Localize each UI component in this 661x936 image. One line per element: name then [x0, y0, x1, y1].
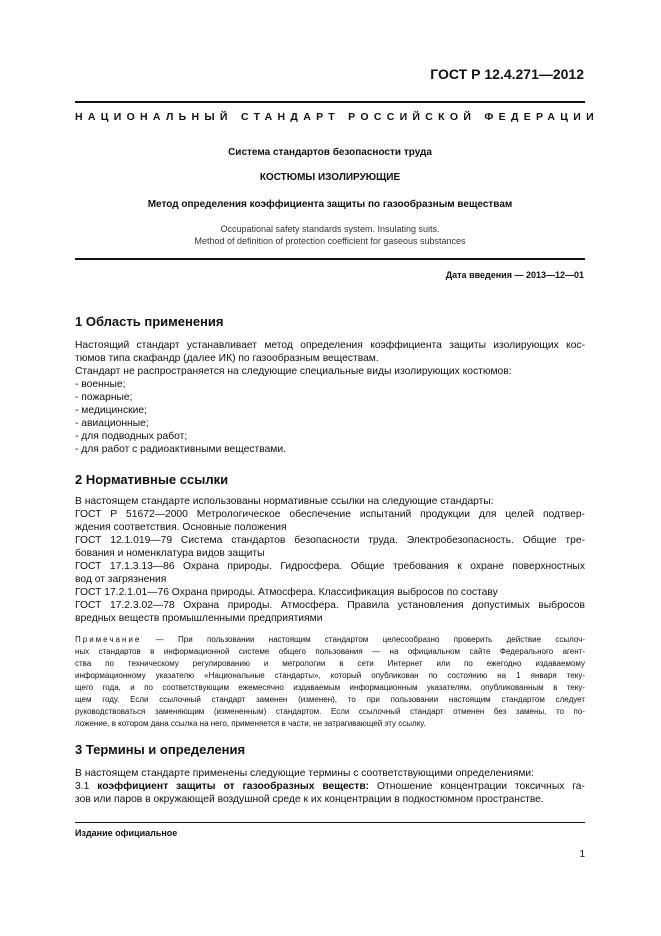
- note-line: Примечание — При пользовании настоящим стандартом целесообразно проверить действие ссылоч-: [75, 635, 585, 644]
- header-rule: [75, 101, 585, 103]
- reference-line: вод от загрязнения: [75, 574, 167, 585]
- edition-label: Издание официальное: [75, 828, 178, 838]
- national-standard-title: НАЦИОНАЛЬНЫЙ СТАНДАРТ РОССИЙСКОЙ ФЕДЕРАЦИИ: [75, 111, 599, 123]
- reference-line: ГОСТ 17.1.3.13—86 Охрана природы. Гидросфера. Общие требования к охране поверхностных: [75, 561, 585, 572]
- note-label: Примечание: [75, 635, 142, 644]
- english-title-line-1: Occupational safety standards system. Insulating suits.: [220, 224, 440, 234]
- standards-system: Система стандартов безопасности труда: [228, 147, 432, 158]
- note-line: руководствоваться заменяющим (измененным) стандартом. Если ссылочный стандарт отменен без замены, то по-: [75, 707, 585, 716]
- paragraph-line: Стандарт не распространяется на следующие специальные виды изолирующих костюмов:: [75, 366, 512, 377]
- term: коэффициент защиты от газообразных веществ:: [97, 781, 370, 792]
- reference-line: ГОСТ Р 51672—2000 Метрологическое обеспечение испытаний продукции для целей подтвер-: [75, 509, 585, 520]
- reference-line: бования и номенклатура видов защиты: [75, 548, 265, 559]
- note-line: ных стандартов в информационной системе общего пользования — на официальном сайте Федерального агент-: [75, 647, 585, 656]
- list-item: - военные;: [75, 379, 126, 390]
- section-1-body: [75, 339, 585, 456]
- section-2-heading: 2 Нормативные ссылки: [75, 472, 229, 487]
- footer-rule: [75, 822, 585, 823]
- page-number: 1: [579, 849, 585, 860]
- paragraph-line: В настоящем стандарте использованы нормативные ссылки на следующие стандарты:: [75, 496, 494, 507]
- note-line: щем году. Если ссылочный стандарт заменен (изменен), то при пользовании настоящим стандартом следует: [75, 695, 585, 704]
- paragraph-line: Настоящий стандарт устанавливает метод определения коэффициента защиты изолирующих кос-: [75, 340, 585, 351]
- list-item: - авиационные;: [75, 418, 149, 429]
- paragraph-line: В настоящем стандарте применены следующие термины с соответствующими определениями:: [75, 768, 535, 779]
- reference-line: вредных веществ промышленными предприятиями: [75, 613, 323, 624]
- document-code: ГОСТ Р 12.4.271—2012: [430, 66, 584, 82]
- definition-line: 3.1 коэффициент защиты от газообразных веществ: Отношение концентрации токсичных га-: [75, 781, 585, 792]
- note-block: [75, 634, 585, 730]
- list-item: - для подводных работ;: [75, 431, 188, 442]
- definition-line: зов или паров в окружающей воздушной среде к их концентрации в подкостюмном пространстве.: [75, 794, 544, 805]
- paragraph-line: тюмов типа скафандр (далее ИК) по газообразным веществам.: [75, 353, 379, 364]
- list-item: - для работ с радиоактивными веществами.: [75, 444, 286, 455]
- note-line: щего года, и по соответствующим ежемесячно издаваемым информационным указателям, опубликованным в теку-: [75, 683, 585, 692]
- list-item: - пожарные;: [75, 392, 133, 403]
- section-1-heading: 1 Область применения: [75, 314, 224, 329]
- reference-line: ГОСТ 17.2.1.01—76 Охрана природы. Атмосфера. Классификация выбросов по составу: [75, 587, 498, 598]
- note-line: ложение, в котором дана ссылка на него, применяется в части, не затрагивающей эту ссылку.: [75, 719, 426, 728]
- reference-line: ГОСТ 12.1.019—79 Система стандартов безопасности труда. Электробезопасность. Общие тре-: [75, 535, 585, 546]
- section-3-body: [75, 767, 585, 806]
- title-rule: [75, 258, 585, 260]
- reference-line: ГОСТ 17.2.3.02—78 Охрана природы. Атмосфера. Правила установления допустимых выбросов: [75, 600, 585, 611]
- english-title-line-2: Method of definition of protection coefficient for gaseous substances: [194, 236, 466, 246]
- section-2-body: [75, 495, 585, 625]
- introduction-date: Дата введения — 2013—12—01: [445, 270, 584, 280]
- list-item: - медицинские;: [75, 405, 147, 416]
- document-subtitle: Метод определения коэффициента защиты по газообразным веществам: [147, 199, 513, 210]
- reference-line: ждения соответствия. Основные положения: [75, 522, 287, 533]
- section-3-heading: 3 Термины и определения: [75, 742, 246, 757]
- note-line: информационному указателю «Национальные стандарты», который опубликован по состоянию на 1 января теку-: [75, 671, 585, 680]
- document-title: КОСТЮМЫ ИЗОЛИРУЮЩИЕ: [259, 172, 401, 183]
- note-line: ства по техническому регулированию и метрологии в сети Интернет или по ежегодно издаваемому: [75, 659, 585, 668]
